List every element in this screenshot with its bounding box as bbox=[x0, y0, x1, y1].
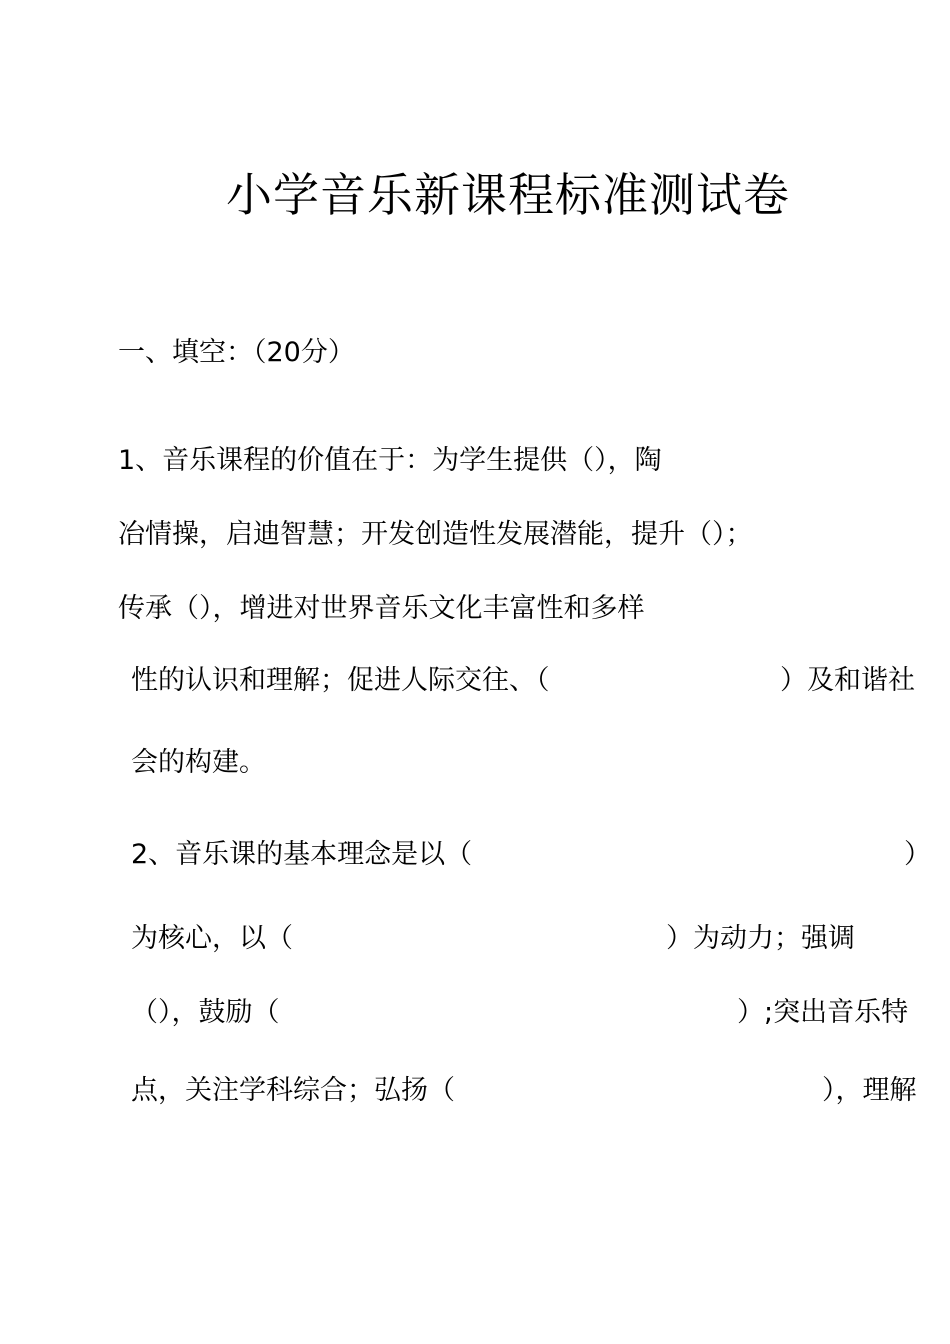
page-title: 小学音乐新课程标准测试卷 bbox=[226, 168, 790, 222]
question-2-line-4-start: 点，关注学科综合；弘扬（ bbox=[131, 1075, 455, 1106]
question-1-line-4-start: 性的认识和理解；促进人际交往、（ bbox=[131, 665, 550, 696]
section-heading: 一、填空：（20分） bbox=[118, 337, 355, 368]
question-1-line-4-end: ）及和谐社 bbox=[780, 665, 915, 696]
question-2-line-3-end: ）;突出音乐特 bbox=[737, 997, 909, 1028]
question-1-line-2: 冶情操，启迪智慧；开发创造性发展潜能，提升（）； bbox=[118, 519, 753, 550]
question-1-line-3: 传承（），增进对世界音乐文化丰富性和多样 bbox=[118, 593, 645, 624]
question-2-line-1-end: ） bbox=[904, 839, 931, 870]
question-1-line-1: 1、音乐课程的价值在于：为学生提供（），陶 bbox=[118, 445, 662, 476]
question-2-line-3-start: （），鼓励（ bbox=[131, 997, 280, 1028]
question-2-line-2-start: 为核心，以（ bbox=[131, 923, 293, 954]
question-2-line-4-end: ），理解 bbox=[822, 1075, 917, 1106]
question-2-line-2-end: ）为动力；强调 bbox=[666, 923, 855, 954]
question-1-line-5: 会的构建。 bbox=[131, 747, 266, 778]
question-2-line-1-start: 2、音乐课的基本理念是以（ bbox=[131, 839, 473, 870]
